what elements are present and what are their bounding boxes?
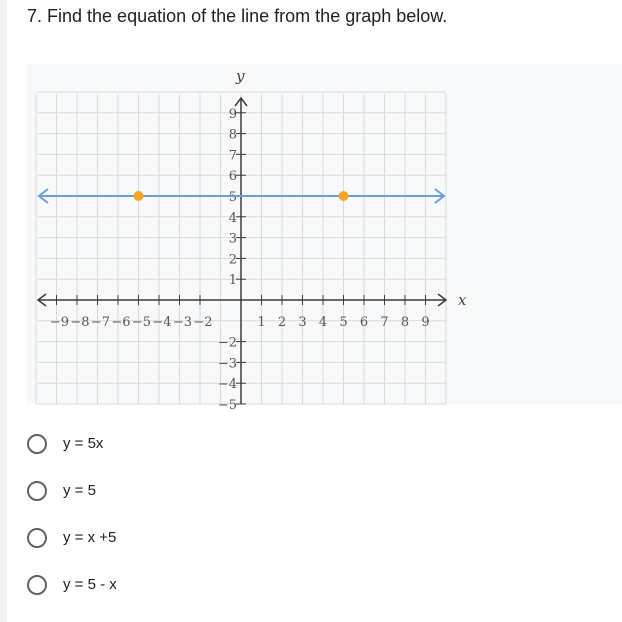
option-y-equals-5[interactable] bbox=[26, 467, 586, 514]
x-tick-label: 4 bbox=[318, 315, 328, 330]
option-y-equals-5x[interactable] bbox=[26, 420, 586, 467]
answer-options bbox=[26, 420, 586, 608]
x-tick-label: −2 bbox=[193, 315, 213, 330]
data-point bbox=[339, 191, 349, 201]
question-title: 7. Find the equation of the line from the graph below. bbox=[27, 6, 448, 26]
radio-button[interactable] bbox=[27, 434, 47, 454]
option-label: y = x +5 bbox=[63, 529, 117, 546]
radio-button[interactable] bbox=[27, 528, 47, 548]
x-tick-label: 5 bbox=[339, 315, 348, 330]
y-tick-label: 5 bbox=[228, 190, 237, 205]
x-tick-label: −4 bbox=[152, 315, 172, 330]
x-tick-label: −5 bbox=[131, 315, 152, 330]
x-tick-label: 3 bbox=[298, 315, 307, 330]
option-label: y = 5x bbox=[63, 435, 104, 452]
data-point bbox=[134, 191, 144, 201]
x-tick-label: −6 bbox=[111, 315, 131, 330]
y-tick-label: −5 bbox=[217, 398, 237, 413]
x-tick-label: 1 bbox=[257, 315, 266, 330]
radio-button[interactable] bbox=[27, 481, 47, 501]
y-tick-label: 2 bbox=[228, 252, 237, 268]
x-tick-label: 6 bbox=[359, 315, 369, 330]
x-tick-label: −8 bbox=[70, 315, 90, 330]
y-tick-label: 4 bbox=[228, 210, 237, 226]
x-tick-label: −7 bbox=[90, 315, 111, 330]
x-tick-label: 9 bbox=[421, 315, 430, 330]
option-label: y = 5 bbox=[63, 482, 96, 499]
x-tick-label: 7 bbox=[380, 315, 389, 330]
y-tick-label: 1 bbox=[228, 273, 237, 289]
y-tick-label: 6 bbox=[228, 169, 237, 185]
tick-labels bbox=[50, 107, 430, 413]
line-graph bbox=[26, 64, 622, 413]
y-tick-label: −2 bbox=[217, 335, 237, 351]
x-axis-label: x bbox=[458, 291, 467, 309]
option-y-equals-x-plus-5[interactable] bbox=[26, 514, 586, 561]
x-tick-label: −3 bbox=[172, 315, 193, 330]
graph-panel bbox=[26, 64, 622, 413]
radio-button[interactable] bbox=[27, 575, 47, 595]
option-y-equals-5-minus-x[interactable] bbox=[26, 561, 586, 608]
x-tick-label: 2 bbox=[277, 315, 287, 330]
option-label: y = 5 - x bbox=[63, 576, 117, 593]
y-tick-label: 7 bbox=[228, 148, 237, 164]
y-tick-label: 9 bbox=[228, 106, 237, 122]
y-tick-label: −3 bbox=[217, 356, 237, 372]
y-tick-label: −4 bbox=[217, 377, 237, 393]
x-tick-label: −9 bbox=[49, 315, 70, 330]
left-rail bbox=[0, 0, 7, 622]
y-axis-label: y bbox=[236, 67, 245, 85]
y-tick-label: 3 bbox=[228, 231, 237, 247]
x-tick-label: 8 bbox=[400, 315, 410, 330]
y-tick-label: 8 bbox=[228, 127, 237, 143]
